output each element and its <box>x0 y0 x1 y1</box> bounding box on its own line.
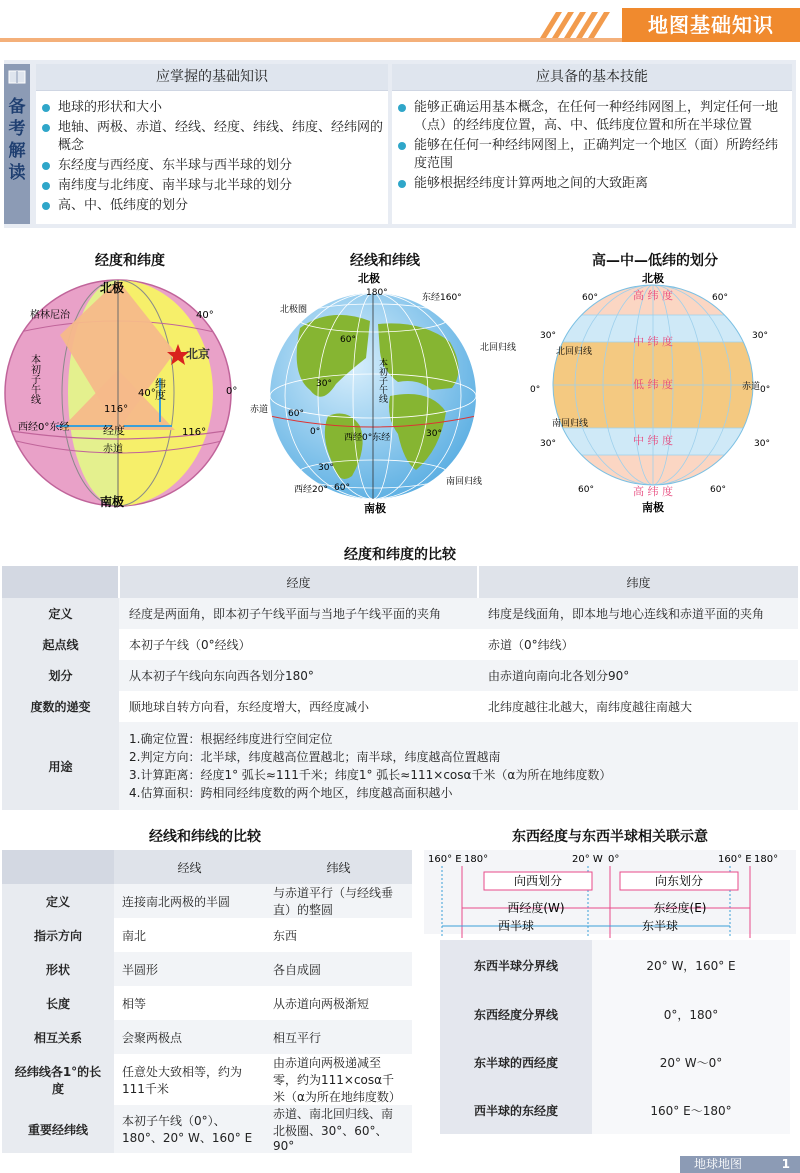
table-header: 经线 <box>177 860 202 875</box>
mid-lat-north: 中 纬 度 <box>633 335 673 348</box>
exam-tag-text: 备 考 解 读 <box>8 97 26 183</box>
west-longitude-label: 西经度(W) <box>507 901 565 915</box>
graticule-globe <box>240 266 520 516</box>
table-cell: 本初子午线（0°经线） <box>129 638 251 652</box>
lat-60n-label: 60° <box>340 335 356 345</box>
table-cell: 从赤道向两极渐短 <box>273 996 370 1011</box>
row-label: 定义 <box>2 884 114 918</box>
table-header: 纬线 <box>326 860 351 875</box>
lat-30-right: 30° <box>752 331 768 341</box>
lat-60-left: 60° <box>582 293 598 303</box>
west-20-label: 西经20° <box>294 485 328 495</box>
row-label: 东西经度分界线 <box>440 990 592 1038</box>
table-cell: 纬度是线面角，即本地与地心连线和赤道平面的夹角 <box>487 607 764 621</box>
greenwich-label: 格林尼治 <box>30 310 70 321</box>
tick-label: 180° <box>464 854 489 865</box>
list-item: 高、中、低纬度的划分 <box>36 197 388 215</box>
row-label: 指示方向 <box>2 918 114 952</box>
equator-label: 赤道 <box>742 382 761 392</box>
hemi-table <box>440 940 790 1134</box>
table-cell: 半圆形 <box>122 962 159 977</box>
prime-meridian-label: 本初子午线 <box>28 354 40 404</box>
east-longitude-label: 东经度(E) <box>653 901 707 915</box>
lon-label: 经度 <box>103 424 125 437</box>
table-cell: 赤道、南北回归线、南北极圈、30°、60°、90° <box>273 1107 394 1153</box>
basic-skills-heading: 应具备的基本技能 <box>392 64 792 91</box>
row-label: 东西半球分界线 <box>440 940 592 990</box>
tropic-south-label: 南回归线 <box>552 419 589 429</box>
table-cell: 20° W，160° E <box>592 940 790 990</box>
tropic-north-label: 北回归线 <box>480 343 517 353</box>
diagram1-title: 经度和纬度 <box>95 253 165 269</box>
east-hemisphere-label: 东半球 <box>641 919 679 933</box>
lat-30s-left: 30° <box>540 439 556 449</box>
south-pole-label: 南极 <box>642 501 664 514</box>
east-division-label: 向东划分 <box>654 874 704 888</box>
table-cell: 由赤道向两极递减至零，约为111×cosα千米（α为所在地纬度数） <box>273 1056 401 1104</box>
lat-lon-comparison-table <box>2 566 798 810</box>
tick-label: 160° E <box>718 854 752 865</box>
table-cell: 顺地球自转方向看，东经度增大，西经度减小 <box>129 700 370 714</box>
list-item: 地轴、两极、赤道、经线、经度、纬线、纬度、经纬网的概念 <box>36 119 388 155</box>
table-cell: 本初子午线（0°）、180°、20° W、160° E <box>122 1114 253 1145</box>
table-cell: 20° W～0° <box>592 1038 790 1086</box>
table-cell: 相互平行 <box>273 1030 322 1045</box>
hemi-diagram <box>424 850 796 940</box>
page-title: 地图基础知识 <box>622 8 800 42</box>
low-lat-label: 低 纬 度 <box>633 378 673 391</box>
table-cell: 北纬度越往北越大，南纬度越往南越大 <box>487 700 692 714</box>
table-cell: 经度是两面角，即本初子午线平面与当地子午线平面的夹角 <box>129 607 442 621</box>
basic-knowledge-heading: 应掌握的基础知识 <box>36 64 388 91</box>
lon-116-edge-label: 116° <box>182 427 207 438</box>
east-160-label: 东经160° <box>422 293 462 303</box>
zero-label: 0° <box>226 386 238 397</box>
use-item: 3.计算距离：经度1° 弧长≈111千米；纬度1° 弧长≈111×cosα千米（α为所在地纬度数） <box>129 768 612 782</box>
lat-label: 纬度 <box>153 378 167 400</box>
north-pole-label: 北极 <box>99 281 125 295</box>
prime-zero-label: 西经0°东经 <box>344 433 391 443</box>
west-division-label: 向西划分 <box>513 874 563 888</box>
list-item: 东经度与西经度、东半球与西半球的划分 <box>36 157 388 175</box>
tick-label: 0° <box>608 854 620 865</box>
row-label: 重要经纬线 <box>2 1105 114 1153</box>
footer-text: 地球地图 <box>694 1157 743 1171</box>
table2-title: 经线和纬线的比较 <box>149 829 261 845</box>
tick-label: 20° W <box>572 854 603 865</box>
lat-30s-label: 30° <box>318 463 334 473</box>
row-label: 划分 <box>2 660 119 691</box>
west-hemisphere-label: 西半球 <box>497 919 535 933</box>
lat-60s-label: 60° <box>334 483 350 493</box>
page-number: 1 <box>781 1157 790 1171</box>
south-pole-label: 南极 <box>364 502 386 515</box>
prime-meridian-label: 本初子午线 <box>377 358 387 403</box>
diagram2-title: 经线和纬线 <box>350 253 420 269</box>
use-item: 4.估算面积：跨相同经纬度数的两个地区，纬度越高面积越小 <box>129 786 453 800</box>
lat-60s-right: 60° <box>710 485 726 495</box>
basic-knowledge-panel <box>36 64 388 224</box>
table-cell: 从本初子午线向东向西各划分180° <box>129 669 314 683</box>
north-pole-label: 北极 <box>642 272 664 285</box>
list-item: 地球的形状和大小 <box>36 99 388 117</box>
lat-30n-label: 30° <box>316 379 332 389</box>
lat-0-left: 0° <box>530 385 541 395</box>
list-item: 能够根据经纬度计算两地之间的大致距离 <box>392 175 784 193</box>
tropic-north-label: 北回归线 <box>556 347 593 357</box>
row-label: 起点线 <box>2 629 119 660</box>
table-cell: 各自成圆 <box>273 962 322 977</box>
footer-tab <box>680 1156 800 1173</box>
equator-label: 赤道 <box>103 444 123 455</box>
arctic-circle-label: 北极圈 <box>280 305 308 315</box>
list-item: 能够在任何一种经纬网图上，正确判定一个地区（面）所跨经纬度范围 <box>392 137 784 173</box>
row-label: 长度 <box>2 986 114 1020</box>
list-item: 南纬度与北纬度、南半球与北半球的划分 <box>36 177 388 195</box>
lat-60-right: 60° <box>712 293 728 303</box>
lon-30-label: 30° <box>426 429 442 439</box>
use-item: 1.确定位置：根据经纬度进行空间定位 <box>129 732 333 746</box>
mid-lat-south: 中 纬 度 <box>633 434 673 447</box>
south-pole-label: 南极 <box>99 495 125 509</box>
row-label: 东半球的西经度 <box>440 1038 592 1086</box>
high-lat-south: 高 纬 度 <box>633 485 673 498</box>
tropic-south-label: 南回归线 <box>446 477 483 487</box>
table-header: 纬度 <box>478 566 798 598</box>
list-item: 能够正确运用基本概念，在任何一种经纬网图上，判定任何一地（点）的经纬度位置，高、中、低纬度位置和所在半球位置 <box>392 99 784 135</box>
row-label: 形状 <box>2 952 114 986</box>
high-lat-north: 高 纬 度 <box>633 289 673 302</box>
table-cell: 相等 <box>122 996 147 1011</box>
table-cell: 东西 <box>273 928 298 943</box>
meridian-parallel-table <box>2 850 412 1153</box>
lat-60s-left: 60° <box>578 485 594 495</box>
lat-lon-globe <box>0 270 240 515</box>
hemi-title: 东西经度与东西半球相关联示意 <box>512 829 708 845</box>
table-cell: 由赤道向南向北各划分90° <box>487 669 630 683</box>
row-label: 西半球的东经度 <box>440 1086 592 1134</box>
latitude-zones-globe <box>520 270 800 515</box>
table-cell: 0°，180° <box>592 990 790 1038</box>
row-label: 度数的递变 <box>2 691 119 722</box>
table-cell: 南北 <box>122 928 147 943</box>
tick-label: 160° E <box>428 854 462 865</box>
tick-label: 180° <box>754 854 779 865</box>
basic-skills-panel <box>392 64 792 224</box>
table1-title: 经度和纬度的比较 <box>344 547 456 563</box>
lat-0-right: 0° <box>760 385 771 395</box>
table-cell: 与赤道平行（与经线垂直）的整圆 <box>273 886 394 917</box>
table-cell: 160° E～180° <box>592 1086 790 1134</box>
lon-60-label: 60° <box>288 409 304 419</box>
lon-116-label: 116° <box>104 404 129 415</box>
book-icon <box>6 66 28 88</box>
use-item: 2.判定方向：北半球，纬度越高位置越北；南半球，纬度越高位置越南 <box>129 750 501 764</box>
lat-30-left: 30° <box>540 331 556 341</box>
lat-40-label: 40° <box>196 310 214 321</box>
beijing-label: 北京 <box>186 347 211 361</box>
row-label: 经纬线各1°的长度 <box>2 1054 114 1105</box>
row-label: 用途 <box>2 722 119 810</box>
table-cell: 赤道（0°纬线） <box>487 638 574 652</box>
table-header: 经度 <box>119 566 478 598</box>
table-cell: 连接南北两极的半圆 <box>122 894 231 909</box>
zero-lon-label: 西经0°东经 <box>18 422 70 433</box>
row-label: 定义 <box>2 598 119 629</box>
lon-0-label: 0° <box>310 427 321 437</box>
deg-180-label: 180° <box>366 288 388 298</box>
north-pole-label: 北极 <box>358 272 380 285</box>
equator-label: 赤道 <box>250 405 269 415</box>
table-cell: 会聚两极点 <box>122 1030 183 1045</box>
lat-40-inner-label: 40° <box>138 388 156 399</box>
diagram3-title: 高—中—低纬的划分 <box>592 253 718 269</box>
table-cell: 任意处大致相等，约为111千米 <box>122 1064 243 1096</box>
row-label: 相互关系 <box>2 1020 114 1054</box>
lat-30s-right: 30° <box>754 439 770 449</box>
